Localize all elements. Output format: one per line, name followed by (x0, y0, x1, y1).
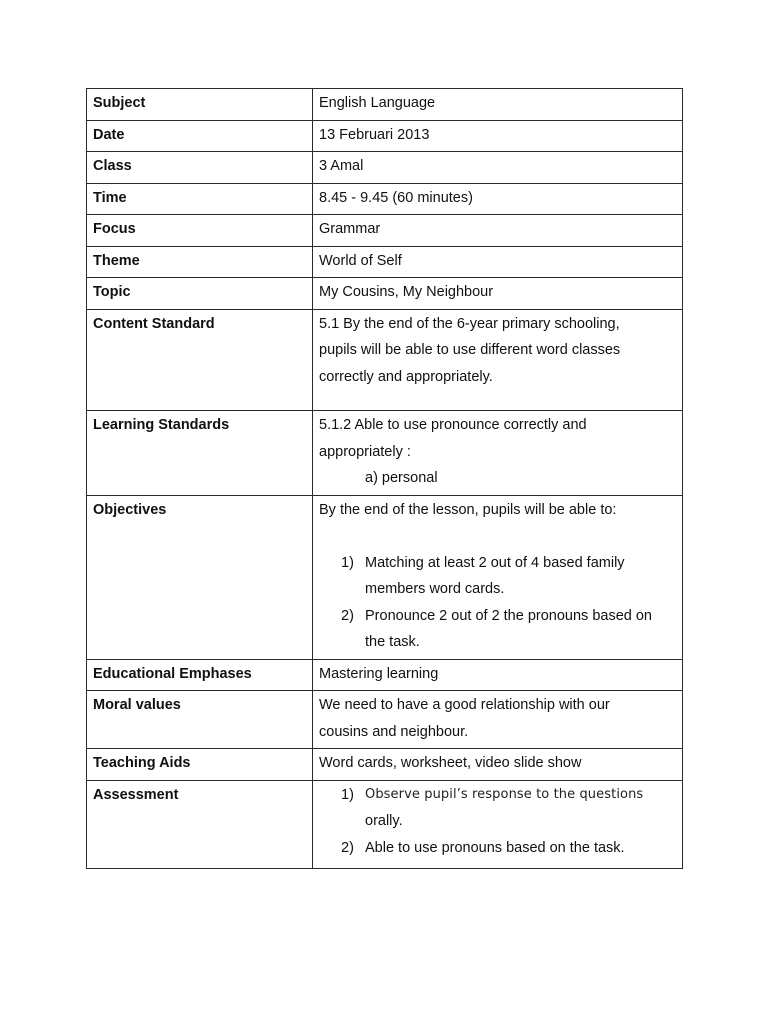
objectives-spacer (319, 523, 676, 550)
row-label-moral-values: Moral values (87, 691, 313, 749)
objective-text-cont: members word cards. (365, 581, 505, 597)
list-item (319, 603, 676, 656)
learning-standards-line-1: 5.1.2 Able to use pronounce correctly and (319, 417, 587, 433)
learning-standards-sub-item: a) personal (365, 470, 438, 486)
row-label-date: Date (87, 120, 313, 152)
objectives-list (319, 550, 676, 656)
row-value-learning-standards (313, 411, 683, 496)
row-label-educational-emphases: Educational Emphases (87, 659, 313, 691)
table-row-content-standard (87, 309, 683, 411)
assessment-text: Observe pupil’s response to the questions (365, 786, 644, 802)
row-value-moral-values (313, 691, 683, 749)
row-value-date: 13 Februari 2013 (313, 120, 683, 152)
table-row-theme (87, 246, 683, 278)
row-label-time: Time (87, 183, 313, 215)
table-row-assessment (87, 780, 683, 869)
table-row-class (87, 152, 683, 184)
assessment-number: 2) (341, 839, 354, 856)
table-row-time (87, 183, 683, 215)
assessment-text: Able to use pronouns based on the task. (365, 839, 625, 856)
objective-text: Pronounce 2 out of 2 the pronouns based on (365, 607, 652, 624)
assessment-spacer (319, 861, 676, 865)
objective-text: Matching at least 2 out of 4 based family (365, 554, 625, 571)
row-value-focus: Grammar (313, 215, 683, 247)
objective-text-cont: the task. (365, 634, 420, 650)
list-item (319, 782, 676, 835)
table-row-learning-standards (87, 411, 683, 496)
row-label-subject: Subject (87, 89, 313, 121)
content-standard-line-2: pupils will be able to use different word classes (319, 342, 621, 358)
objective-number: 1) (341, 554, 354, 571)
row-label-class: Class (87, 152, 313, 184)
lesson-plan-table (86, 88, 683, 869)
table-row-objectives (87, 495, 683, 659)
row-label-content-standard: Content Standard (87, 309, 313, 411)
content-standard-line-1: 5.1 By the end of the 6-year primary schooling, (319, 315, 620, 332)
row-value-subject: English Language (313, 89, 683, 121)
list-item (319, 550, 676, 603)
row-value-content-standard (313, 309, 683, 411)
row-value-theme: World of Self (313, 246, 683, 278)
table-row-topic (87, 278, 683, 310)
learning-standards-line-2: appropriately : (319, 443, 411, 460)
list-item (319, 835, 676, 862)
moral-values-line-1: We need to have a good relationship with our (319, 697, 610, 713)
table-row-date (87, 120, 683, 152)
row-label-learning-standards: Learning Standards (87, 411, 313, 496)
table-row-educational-emphases (87, 659, 683, 691)
row-value-assessment (313, 780, 683, 869)
row-label-theme: Theme (87, 246, 313, 278)
assessment-number: 1) (341, 786, 354, 803)
table-row-focus (87, 215, 683, 247)
row-value-objectives (313, 495, 683, 659)
row-label-topic: Topic (87, 278, 313, 310)
table-row-teaching-aids (87, 749, 683, 781)
content-standard-spacer (319, 390, 676, 407)
assessment-list (319, 782, 676, 862)
row-label-assessment: Assessment (87, 780, 313, 869)
row-label-objectives: Objectives (87, 495, 313, 659)
row-value-teaching-aids: Word cards, worksheet, video slide show (313, 749, 683, 781)
row-label-teaching-aids: Teaching Aids (87, 749, 313, 781)
row-value-topic: My Cousins, My Neighbour (313, 278, 683, 310)
moral-values-line-2: cousins and neighbour. (319, 723, 469, 740)
table-row-subject (87, 89, 683, 121)
row-value-class: 3 Amal (313, 152, 683, 184)
objectives-intro: By the end of the lesson, pupils will be able to: (319, 501, 617, 518)
assessment-text-cont: orally. (365, 813, 403, 829)
content-standard-line-3: correctly and appropriately. (319, 368, 493, 385)
row-label-focus: Focus (87, 215, 313, 247)
row-value-time: 8.45 - 9.45 (60 minutes) (313, 183, 683, 215)
row-value-educational-emphases: Mastering learning (313, 659, 683, 691)
objective-number: 2) (341, 607, 354, 624)
table-row-moral-values (87, 691, 683, 749)
